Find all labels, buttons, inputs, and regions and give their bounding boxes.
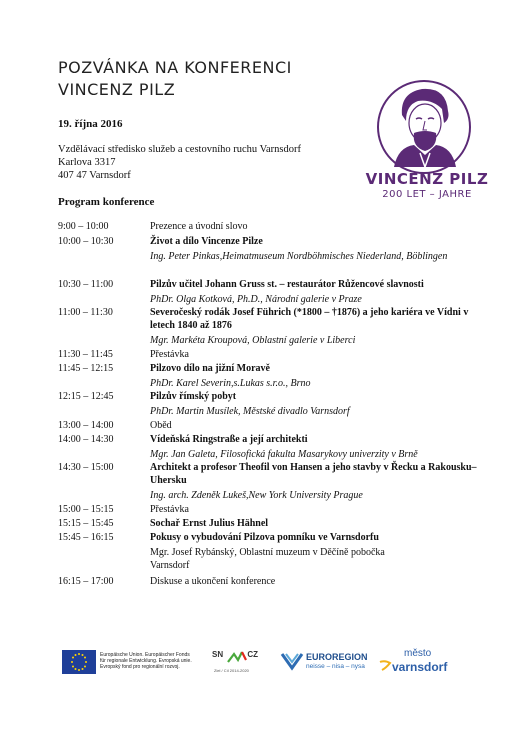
eu-fund-text: Europäische Union. Europäischer Fonds für regionale Entwicklung. Evropská unie. Evropský fond pro regionální rozvoj. (100, 652, 192, 670)
mesto-label: město (404, 648, 432, 659)
program-time: 15:00 – 15:15 (58, 504, 114, 515)
program-title: Severočeský rodák Josef Führich (*1800 – †1876) a jeho kariéra ve Vídni v letech 1840 až 1876 (150, 307, 469, 331)
program-item (58, 348, 478, 361)
program-time: 11:45 – 12:15 (58, 363, 114, 374)
program-time: 16:15 – 17:00 (58, 576, 114, 587)
logo-subtitle: 200 LET – JAHRE (382, 189, 472, 200)
program-item (58, 531, 478, 573)
program-item (58, 503, 478, 516)
program-heading: Program konference (58, 196, 155, 208)
varnsdorf-label: varnsdorf (392, 660, 448, 674)
program-item (58, 575, 478, 588)
euroregion-label: EUROREGION (306, 652, 368, 662)
program-speaker: Ing. arch. Zdeněk Lukeš,New York University Prague (150, 490, 363, 501)
program-title: Architekt a profesor Theofil von Hansen a jeho stavby v Řecku a Rakousku–Uhersku (150, 462, 477, 486)
program-title: Pilzův učitel Johann Gruss st. – restaurátor Růžencové slavnosti (150, 279, 424, 290)
varnsdorf-mark-icon (378, 658, 392, 672)
program-item (58, 433, 478, 461)
program-title: Diskuse a ukončení konference (150, 576, 276, 587)
program-item (58, 390, 478, 418)
program-time: 9:00 – 10:00 (58, 221, 109, 232)
program-item (58, 306, 478, 346)
program-speaker: Mgr. Josef Rybánský, Oblastní muzeum v Děčíně pobočka Varnsdorf (150, 547, 385, 571)
program-time: 10:30 – 11:00 (58, 279, 114, 290)
program-time: 10:00 – 10:30 (58, 236, 114, 247)
program-speaker: PhDr. Olga Kotková, Ph.D., Národní galerie v Praze (150, 294, 362, 305)
program-speaker: Mgr. Jan Galeta, Filosofická fakulta Masarykovy univerzity v Brně (150, 449, 418, 460)
program-title: Vídeňská Ringstraße a její architekti (150, 434, 308, 445)
sn-cz-label: SN CZ (212, 650, 258, 659)
program-title: Prezence a úvodní slovo (150, 221, 248, 232)
conference-subtitle: VINCENZ PILZ (58, 80, 176, 99)
sn-cz-logo (212, 648, 272, 680)
program-title: Sochař Ernst Julius Hähnel (150, 518, 269, 529)
program-title: Život a dílo Vincenze Pilze (150, 236, 263, 247)
euroregion-subtitle: neisse – nisa – nysa (306, 663, 365, 670)
sn-cz-subtitle: Ziel / Cíl 2014-2020 (214, 668, 249, 673)
program-item (58, 461, 478, 501)
program-item (58, 419, 478, 432)
logo-name: VINCENZ PILZ (365, 170, 489, 188)
program-title: Pilzův římský pobyt (150, 391, 237, 402)
program-time: 11:30 – 11:45 (58, 349, 113, 360)
program-item (58, 362, 478, 390)
program-time: 15:45 – 16:15 (58, 532, 114, 543)
program-item (58, 220, 478, 233)
program-time: 12:15 – 12:45 (58, 391, 114, 402)
program-item (58, 235, 478, 275)
program-item (58, 517, 478, 530)
conference-title: POZVÁNKA NA KONFERENCI (58, 58, 292, 77)
address-line-3: 407 47 Varnsdorf (58, 170, 131, 181)
program-time: 13:00 – 14:00 (58, 420, 114, 431)
program-title: Pilzovo dílo na jižní Moravě (150, 363, 270, 374)
program-title: Oběd (150, 420, 172, 431)
program-time: 14:00 – 14:30 (58, 434, 114, 445)
program-speaker: PhDr. Martin Musílek, Městské divadlo Varnsdorf (150, 406, 350, 417)
vincenz-pilz-portrait-logo (372, 75, 476, 175)
program-title: Pokusy o vybudování Pilzova pomníku ve Varnsdorfu (150, 532, 379, 543)
program-title: Přestávka (150, 349, 189, 360)
venue-address (58, 143, 301, 182)
program-time: 15:15 – 15:45 (58, 518, 114, 529)
program-speaker: Ing. Peter Pinkas,Heimatmuseum Nordböhmisches Niederland, Böblingen (150, 251, 448, 262)
program-time: 11:00 – 11:30 (58, 307, 113, 318)
program-time: 14:30 – 15:00 (58, 462, 114, 473)
conference-date: 19. října 2016 (58, 118, 123, 130)
address-line-1: Vzdělávací středisko služeb a cestovního ruchu Varnsdorf (58, 144, 301, 155)
program-title: Přestávka (150, 504, 189, 515)
address-line-2: Karlova 3317 (58, 157, 116, 168)
program-speaker: PhDr. Karel Severin,s.Lukas s.r.o., Brno (150, 378, 311, 389)
program-speaker: Mgr. Markéta Kroupová, Oblastní galerie v Liberci (150, 335, 356, 346)
program-item (58, 278, 478, 306)
eu-flag-icon (62, 650, 96, 674)
euroregion-mark-icon (280, 650, 304, 674)
